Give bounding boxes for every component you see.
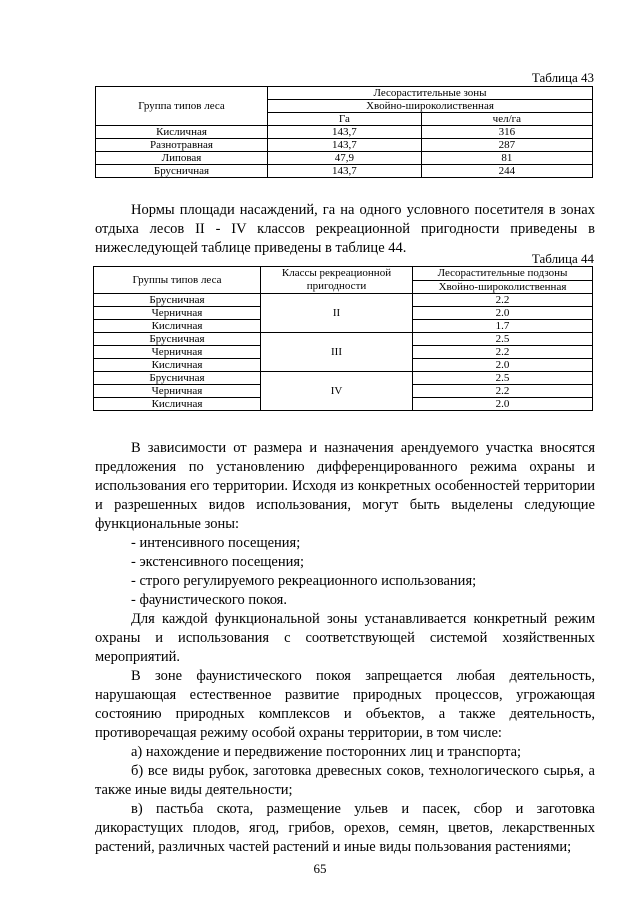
people-value: 244 [421,165,592,178]
list-item-a: а) нахождение и передвижение посторонних лиц и транспорта; [131,744,522,760]
group-header: Группа типов леса [96,87,268,126]
class-header: Классы рекреационной пригодности [261,267,413,294]
forest-type: Брусничная [94,333,261,346]
people-value: 81 [421,152,592,165]
ha-value: 143,7 [268,139,422,152]
col-people-header: чел/га [421,113,592,126]
ha-value: 143,7 [268,165,422,178]
table-row [94,294,593,307]
people-value: 287 [421,139,592,152]
area-value: 2.0 [413,359,593,372]
table-row [96,152,593,165]
forest-type: Брусничная [96,165,268,178]
list-item-b: б) все виды рубок, заготовка древесных соков, технологического сырья, а также иные виды деятельности; [95,763,595,798]
table-row [96,139,593,152]
area-value: 2.5 [413,333,593,346]
forest-type: Брусничная [94,372,261,385]
area-value: 1.7 [413,320,593,333]
zone-header: Лесорастительные подзоны [413,267,593,281]
table-row [96,126,593,139]
page-number: 65 [313,861,327,876]
zone-item: - строго регулируемого рекреационного использования; [131,573,477,589]
class-label: III [261,333,413,372]
group-header: Группы типов леса [94,267,261,294]
table-44-caption: Таблица 44 [531,251,594,266]
zone-header: Лесорастительные зоны [268,87,593,100]
forest-type: Черничная [94,346,261,359]
table-44 [93,266,593,411]
area-value: 2.0 [413,307,593,320]
area-value: 2.2 [413,294,593,307]
table-43-caption: Таблица 43 [531,70,594,85]
area-value: 2.5 [413,372,593,385]
forest-type: Разнотравная [96,139,268,152]
class-label: IV [261,372,413,411]
forest-type: Черничная [94,307,261,320]
people-value: 316 [421,126,592,139]
norms-text: Нормы площади насаждений, га на одного условного посетителя в зонах отдыха лесов II - IV классов рекреационной пригодности приведены в нижеследующей таблице приведены в таблице 44. [95,202,595,256]
table-row [94,333,593,346]
col-ha-header: Га [268,113,422,126]
forest-type: Кисличная [96,126,268,139]
table-43 [95,86,593,178]
norms-paragraph [95,201,595,258]
area-value: 2.2 [413,346,593,359]
faunistic-paragraph: В зоне фаунистического покоя запрещается любая деятельность, нарушающая естественное развитие природных процессов, угрожающая состоянию природных комплексов и объектов, а также деятельность, противоречащая режиму особой охраны территории, в том числе: [95,668,595,741]
ha-value: 47,9 [268,152,422,165]
table-row [96,165,593,178]
forest-type: Кисличная [94,359,261,372]
forest-type: Черничная [94,385,261,398]
area-value: 2.0 [413,398,593,411]
regime-paragraph: Для каждой функциональной зоны устанавливается конкретный режим охраны и использования с соответствующей системой хозяйственных мероприятий. [95,611,595,665]
list-item-c: в) пастьба скота, размещение ульев и пасек, сбор и заготовка дикорастущих плодов, ягод, грибов, орехов, семян, цветов, лекарственных растений, различных частей растений и иные виды пользования растениями; [95,801,595,855]
table-row [94,372,593,385]
forest-type: Брусничная [94,294,261,307]
area-value: 2.2 [413,385,593,398]
zone-item: - экстенсивного посещения; [131,554,305,570]
subzone-header: Хвойно-широколиственная [268,100,593,113]
zone-item: - интенсивного посещения; [131,535,301,551]
zone-item: - фаунистического покоя. [131,592,287,608]
zones-intro: В зависимости от размера и назначения арендуемого участка вносятся предложения по установлению дифференцированного режима охраны и использования его территории. Исходя из конкретных особенностей территории и разрешенных видов использования, могут быть выделены следующие функциональные зоны: [95,440,595,532]
forest-type: Липовая [96,152,268,165]
class-label: II [261,294,413,333]
ha-value: 143,7 [268,126,422,139]
forest-type: Кисличная [94,320,261,333]
subzone-header: Хвойно-широколиственная [413,280,593,294]
forest-type: Кисличная [94,398,261,411]
body-text [95,439,595,857]
